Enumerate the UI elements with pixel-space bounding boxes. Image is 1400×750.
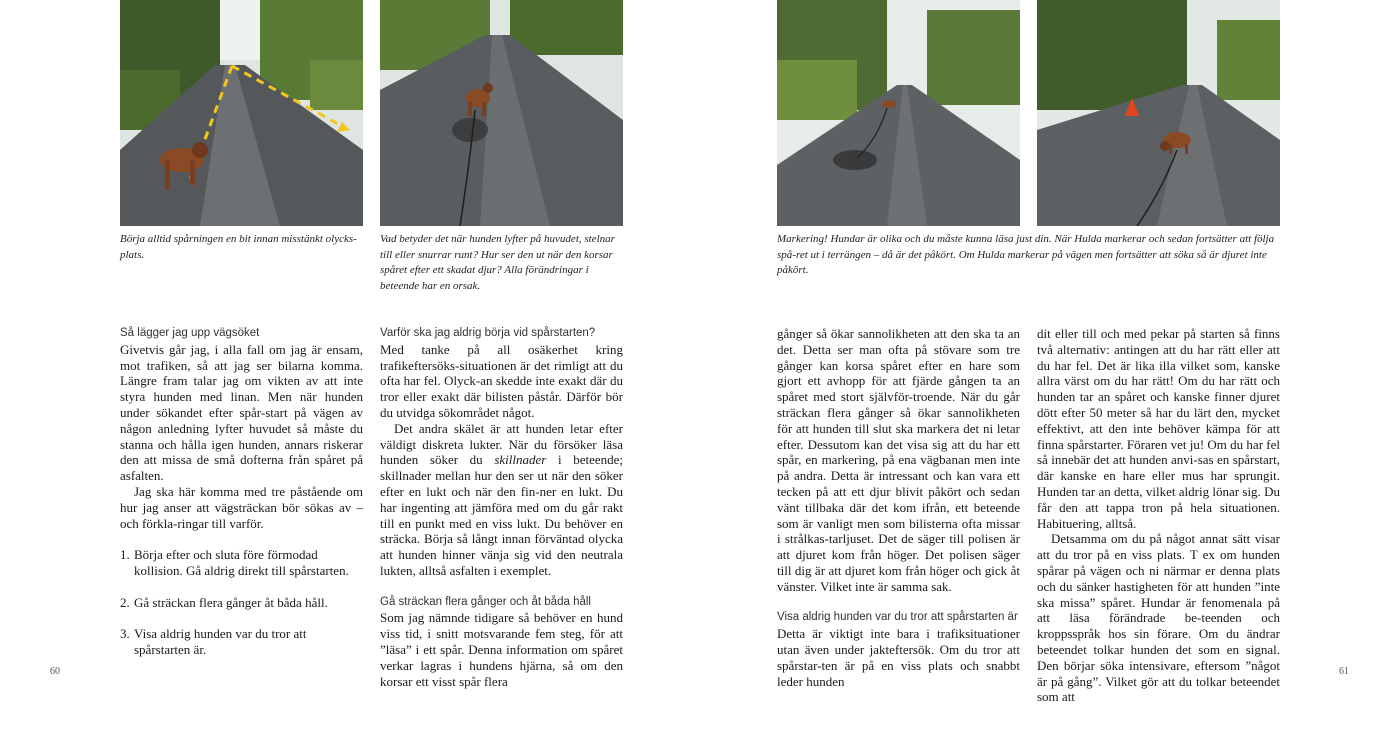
page-number: 60	[50, 666, 60, 677]
list-item: 2. Gå sträckan flera gånger åt båda håll.	[120, 594, 328, 610]
right-column-1	[777, 326, 1020, 689]
section-heading: Gå sträckan flera gånger och åt båda håll	[380, 595, 591, 608]
photo-dog-cone-road	[1037, 0, 1280, 226]
paragraph: dit eller till och med pekar på starten så finns två alternativ: antingen att du har rätt eller att du har fel. Det är lika illa vilket som, kanske allra värst om du har rätt! Om du har rätt och hunden tar an spåret och kanske finner djuret dött efter 50 meter så har du lärt den, mycket effektivt, att den inte behöver kämpa för att finna spårstarter. Föraren vet ju! Om du har fel så innebär det att hunden anvi-sas en spårstart, där kanske en hare eller mus har sprungit. Hunden tar an detta, vilket aldrig lönar sig. Du får den att tappa tron på hela situationen. Habituering, alltså.	[1037, 326, 1280, 531]
section-heading: Visa aldrig hunden var du tror att spårstarten är	[777, 611, 1018, 624]
photo-pair-caption: Markering! Hundar är olika och du måste kunna läsa just din. När Hulda markerar och sedan fortsätter att följa spå-ret ut i terrängen – då är det påkört. Om Hulda markerar på vägen men fortsätter att söka så är djuret inte påkört.	[777, 233, 1275, 276]
section-heading: Varför ska jag aldrig börja vid spårstarten?	[380, 327, 596, 339]
paragraph: Det andra skälet är att hunden letar efter väldigt diskreta lukter. När du försöker läsa hunden söker du skillnader i beteende; skillnader mellan hur den ser ut när den söker efter en lukt och när den fin-ner en lukt. Du har ingenting att jämföra med om du går rakt till en punkt med en viss lukt. Du behöver en sträcka. Börja så långt innan förväntad olycka att hunden hinner vänja sig vid den neutrala lukten, alltså asfalten i exemplet.	[380, 420, 623, 578]
paragraph: Detsamma om du på något annat sätt visar att du tror på en viss plats. T ex om hunden spårar på vägen och ni närmar er denna plats och du sänker hastigheten för att hunden ”inte ska missa” spåret. Hundar är fenomenala på att läsa förändrade be-teenden och kroppsspråk hos sin förare. Om du ändrar beteendet tolkar hunden det som en signal. Den börjar söka intensivare, eftersom ”något är på gång”. Vilket gör att du tolkar beteendet som att	[1037, 531, 1280, 705]
list-item: 1. Börja efter och sluta före förmodad kollision. Gå aldrig direkt till spårstarten.	[120, 547, 349, 578]
photo-dog-marking-road	[777, 0, 1020, 226]
paragraph: Som jag nämnde tidigare så behöver en hund viss tid, i snitt motsvarande fem steg, för att ”läsa” i ett spår. Denna information om spåret verkar lagras i hundens hjärna, så om den korsar ett visst spår flera	[380, 610, 623, 689]
right-column-2	[1037, 326, 1280, 705]
left-column-2	[380, 326, 623, 689]
paragraph: Jag ska här komma med tre påstående om hur jag anser att vägsträckan bör sökas av – och förkla-ringar till varför.	[120, 483, 363, 531]
right-page	[700, 0, 1400, 750]
paragraph: Givetvis går jag, i alla fall om jag är ensam, mot trafiken, så att jag ser bilarna komma. Längre fram talar jag om vikten av att inte styra hunden med linan. Men när hunden under sökandet efter spår-start på vägen av någon anledning lyfter huvudet så måste du stanna och hålla igen hunden, annars riskerar den att missa de små dofterna från spåret på asfalten.	[120, 341, 363, 484]
photo2-caption: Vad betyder det när hunden lyfter på huvudet, stelnar till eller snurrar runt? Hur ser den ut när den korsar spåret efter ett skadat djur? Alla förändringar i beteende har en orsak.	[380, 233, 615, 292]
left-column-1	[120, 326, 363, 658]
paragraph: Med tanke på all osäkerhet kring trafikeftersöks-situationen är det rimligt att du ofta har fel. Olyck-an skedde inte exakt där du tror eller exakt där bilisten påstår. Därför bör du utvidga sökområdet något.	[380, 341, 623, 420]
photo-dog-walking-road	[380, 0, 623, 226]
page-number: 61	[1339, 666, 1349, 677]
paragraph: Detta är viktigt inte bara i trafiksituationer utan även under jakteftersök. Om du tror att spårstar-ten är på en viss plats och snabbt leder hunden	[777, 626, 1020, 689]
photo-dog-road-arrows	[120, 0, 363, 226]
paragraph: gånger så ökar sannolikheten att den ska ta an det. Detta ser man ofta på stövare som tre gånger kan korsa spåret efter en hare som gjort ett avhopp för att fjärde gången ta an spåret med stort självför-troende. När du går sträckan flera gånger så ökar sannolikheten för att hunden till slut ska markera det ni letar efter. Dessutom kan det visa sig att du har ett spår, en markering, på ena vägbanan men inte på andra. Detta är intressant och kan vara ett tecken på att ett djur blivit påkört och sedan vänt tillbaka där det kom ifrån, ett beteende som är vanligt men som bilisterna ofta missar i strålkas-tarljuset. Det de säger till polisen är att djuret kom från höger. Det polisen säger till dig är att djuret kom från höger och gick åt vänster. Vilket inte är samma sak.	[777, 326, 1020, 594]
list-item: 3. Visa aldrig hunden var du tror att spårstarten är.	[120, 626, 307, 657]
photo1-caption: Börja alltid spårningen en bit innan misstänkt olycks-plats.	[120, 233, 357, 261]
section-heading: Så lägger jag upp vägsöket	[120, 327, 260, 339]
